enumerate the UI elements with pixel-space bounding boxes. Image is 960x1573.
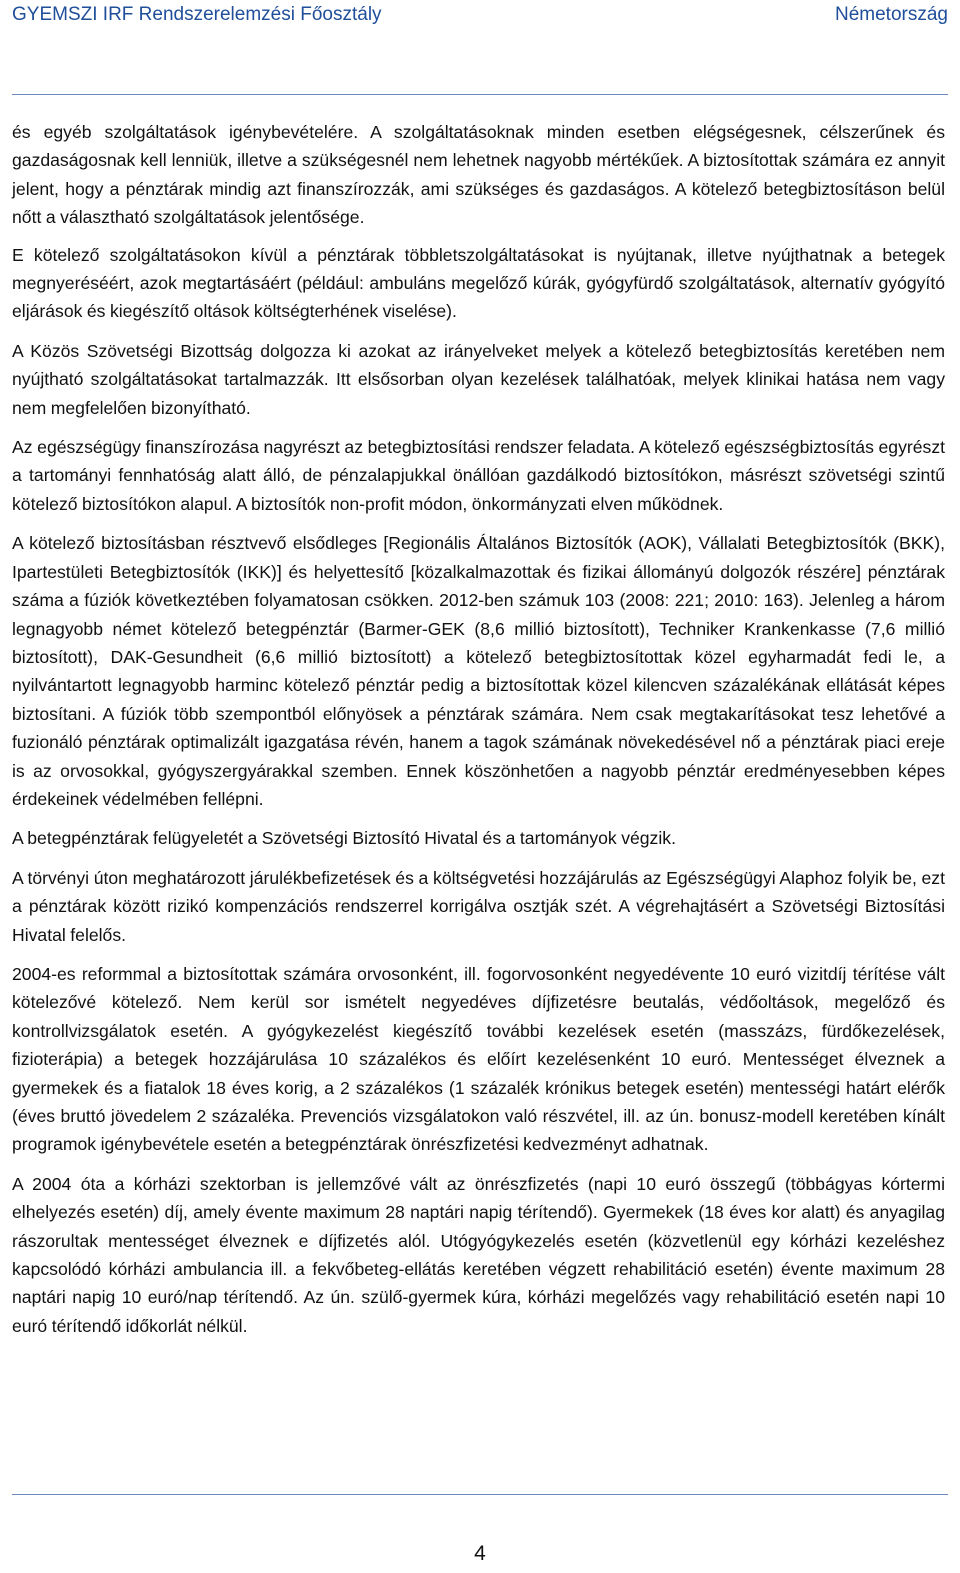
paragraph-6: A betegpénztárak felügyeletét a Szövetségi Biztosító Hivatal és a tartományok végzik.: [12, 828, 676, 849]
header-title: GYEMSZI IRF Rendszerelemzési Főosztály: [12, 4, 382, 25]
page-number: 4: [474, 1542, 486, 1565]
paragraph-4: Az egészségügy finanszírozása nagyrészt az betegbiztosítási rendszer feladata. A kötelező egészségbiztosítás egyrészt a tartományi fennhatóság alatt álló, de pénzalapjukkal önállóan gazdálkodó biztosítókon, másrészt szövetségi szintű kötelező biztosítókon alapul. A biztosítók non-profit módon, önkormányzati elven működnek.: [12, 437, 945, 514]
paragraph-9: A 2004 óta a kórházi szektorban is jellemzővé vált az önrészfizetés (napi 10 euró összegű (többágyas kórtermi elhelyezés esetén) díj, amely évente maximum 28 naptári napig térítendő). Gyermekek (18 éves kor alatt) és anyagilag rászorultak mentességet élveznek e díjfizetés alól. Utógyógykezelés esetén (közvetlenül egy kórházi kezeléshez kapcsolódó kórházi ambulancia ill. a fekvőbeteg-ellátás keretében végzett rehabilitáció esetén) évente maximum 28 naptári napig 10 euró/nap térítendő. Az ún. szülő-gyermek kúra, kórházi megelőzés vagy rehabilitáció esetén napi 10 euró térítendő időkorlát nélkül.: [12, 1173, 945, 1336]
header-country: Németország: [835, 4, 948, 25]
footer-divider: [12, 1494, 948, 1495]
header-divider: [12, 94, 948, 95]
document-body: [12, 118, 945, 1351]
paragraph-2: E kötelező szolgáltatásokon kívül a pénztárak többletszolgáltatásokat is nyújtanak, illetve nyújthatnak a betegek megnyeréséért, azok megtartásáért (például: ambuláns megelőző kúrák, gyógyfürdő szolgáltatások, alternatív gyógyító eljárások és kiegészítő oltások költségterhének viselése).: [12, 244, 945, 322]
paragraph-7: A törvényi úton meghatározott járulékbefizetések és a költségvetési hozzájárulás az Egészségügyi Alaphoz folyik be, ezt a pénztárak között rizikó kompenzációs rendszerrel korrigálva osztják szét. A végrehajtásért a Szövetségi Biztosítási Hivatal felelős.: [12, 867, 945, 945]
paragraph-5: A kötelező biztosításban résztvevő elsődleges [Regionális Általános Biztosítók (AOK), Vállalati Betegbiztosítók (BKK), Ipartestületi Betegbiztosítók (IKK)] és helyettesítő [közalkalmazottak és fizikai állományú dolgozók részére] pénztárak száma a fúziók következtében folyamatosan csökken. 2012-ben számuk 103 (2008: 221; 2010: 163). Jelenleg a három legnagyobb német kötelező betegpénztár (Barmer-GEK (8,6 millió biztosított), Techniker Krankenkasse (7,6 millió biztosított), DAK-Gesundheit (6,6 millió biztosított) a kötelező betegbiztosítottak közel egyharmadát fedi le, a nyilvántartott legnagyobb harminc kötelező pénztár pedig a biztosítottak közel kilencven százalékának ellátását képes biztosítani. A fúziók több szempontból előnyösek a pénztárak számára. Nem csak megtakarításokat tesz lehetővé a fuzionáló pénztárak optimalizált igazgatása révén, hanem a tagok számának növekedésével nő a pénztárak piaci ereje is az orvosokkal, gyógyszergyárakkal szemben. Ennek köszönhetően a nagyobb pénztár eredményesebben képes érdekeinek védelmében fellépni.: [12, 533, 945, 809]
page-header: [12, 0, 948, 30]
paragraph-3: A Közös Szövetségi Bizottság dolgozza ki azokat az irányelveket melyek a kötelező betegbiztosítás keretében nem nyújtható szolgáltatásokat tartalmazzák. Itt elsősorban olyan kezelések találhatóak, melyek klinikai hatása nem vagy nem megfelelően bizonyítható.: [12, 340, 945, 418]
paragraph-8: 2004-es reformmal a biztosítottak számára orvosonként, ill. fogorvosonként negyedévente 10 euró vizitdíj térítése vált kötelezővé kötelező. Nem kerül sor ismételt negyedéves díjfizetésre beutalás, védőoltások, megelőző és kontrollvizsgálatok esetén. A gyógykezelést kiegészítő további kezelések esetén (masszázs, fürdőkezelések, fizioterápia) a betegek hozzájárulása 10 százalékos és előírt kezelésenként 10 euró. Mentességet élveznek a gyermekek és a fiatalok 18 éves korig, a 2 százalékos (1 százalék krónikus betegek esetén) mentességi határt elérők (éves bruttó jövedelem 2 százaléka. Prevenciós vizsgálatokon való részvétel, ill. az ún. bonusz-modell keretében kínált programok igénybevétele esetén a betegpénztárak önrészfizetési kedvezményt adhatnak.: [12, 963, 945, 1155]
paragraph-1: és egyéb szolgáltatások igénybevételére. A szolgáltatásoknak minden esetben elégségesnek, célszerűnek és gazdaságosnak kell lenniük, illetve a szükségesnél nem lehetnek nagyobb mértékűek. A biztosítottak számára ez annyit jelent, hogy a pénztárak mindig azt finanszírozzák, ami szükséges és gazdaságos. A kötelező betegbiztosításon belül nőtt a választható szolgáltatások jelentősége.: [12, 122, 945, 228]
